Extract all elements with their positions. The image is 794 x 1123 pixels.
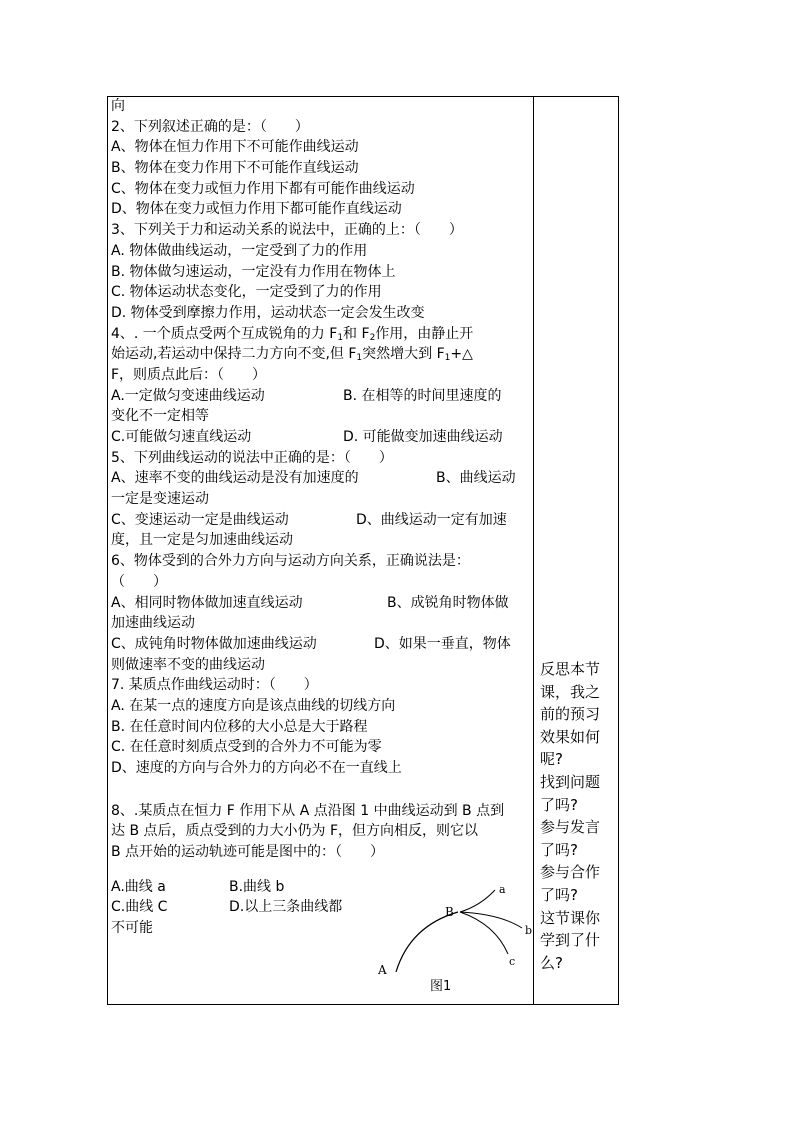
q6-option-d-cont: 则做速率不变的曲线运动 bbox=[111, 656, 265, 673]
figure-1-trajectory-diagram bbox=[370, 876, 535, 1001]
label-c: c bbox=[509, 955, 516, 968]
q2-option-c: C、物体在变力或恒力作用下都有可能作曲线运动 bbox=[111, 180, 415, 197]
curve-a-to-b bbox=[396, 912, 458, 972]
q2-option-b: B、物体在变力作用下不可能作直线运动 bbox=[111, 160, 359, 177]
q8-stem-line2: 达 B 点后，质点受到的力大小仍为 F，但方向相反，则它以 bbox=[111, 823, 479, 840]
q6-options-ab bbox=[111, 593, 529, 614]
q3-option-b: B. 物体做匀速运动，一定没有力作用在物体上 bbox=[111, 263, 396, 280]
q3-stem: 3、下列关于力和运动关系的说法中，正确的上：（ ） bbox=[111, 222, 463, 239]
curve-a bbox=[460, 890, 495, 912]
reflection-line: 学到了什 bbox=[540, 931, 601, 950]
q4-stem-line3: F，则质点此后：（ ） bbox=[111, 366, 267, 383]
q8-stem-line3: B 点开始的运动轨迹可能是图中的：（ ） bbox=[111, 844, 385, 861]
label-b: b bbox=[525, 924, 533, 937]
q5-options-cd bbox=[111, 510, 529, 531]
reflection-line: 么? bbox=[540, 953, 563, 972]
q2-option-a: A、物体在恒力作用下不可能作曲线运动 bbox=[111, 139, 359, 156]
q8-option-d: D.以上三条曲线都 bbox=[229, 899, 343, 916]
q7-stem: 7. 某质点作曲线运动时：（ ） bbox=[111, 677, 318, 694]
q6-options-cd bbox=[111, 634, 529, 655]
reflection-line: 这节课你 bbox=[540, 908, 601, 927]
reflection-line: 效果如何 bbox=[540, 727, 601, 746]
q6-option-c: C、成钝角时物体做加速曲线运动 bbox=[111, 635, 317, 652]
q6-option-a: A、相同时物体做加速直线运动 bbox=[111, 594, 303, 611]
reflection-line: 找到问题 bbox=[540, 772, 601, 791]
reflection-line: 了吗? bbox=[540, 840, 578, 859]
label-point-b: B bbox=[445, 905, 454, 919]
q7-option-c: C. 在任意时刻质点受到的合外力不可能为零 bbox=[111, 739, 382, 756]
reflection-line: 呢? bbox=[540, 750, 563, 769]
reflection-line: 课，我之 bbox=[540, 682, 601, 701]
q8-stem-line1: 8、.某质点在恒力 F 作用下从 A 点沿图 1 中曲线运动到 B 点到 bbox=[111, 802, 505, 819]
reflection-line: 参与合作 bbox=[540, 863, 601, 882]
q3-option-d: D. 物体受到摩擦力作用，运动状态一定会发生改变 bbox=[111, 304, 425, 321]
q4-options-cd bbox=[111, 427, 529, 448]
continued-text: 向 bbox=[111, 98, 125, 114]
reflection-column bbox=[540, 658, 614, 974]
q7-option-d: D、速度的方向与合外力的方向必不在一直线上 bbox=[111, 760, 402, 776]
q4-stem-line1: 4、. 一个质点受两个互成锐角的力 $F_1$和 $F_2$作用，由静止开 bbox=[111, 325, 474, 343]
figure-caption: 图1 bbox=[430, 979, 452, 994]
q8-option-b: B.曲线 b bbox=[229, 878, 285, 895]
q5-option-d: D、曲线运动一定有加速 bbox=[356, 511, 507, 528]
label-point-a: A bbox=[378, 963, 387, 977]
q4-option-c: C.可能做匀速直线运动 bbox=[111, 429, 252, 445]
label-a: a bbox=[499, 883, 506, 896]
q6-option-b: B、成锐角时物体做 bbox=[387, 594, 509, 611]
q2-option-d: D、物体在变力或恒力作用下都可能作直线运动 bbox=[111, 201, 402, 218]
q6-option-d: D、如果一垂直，物体 bbox=[374, 635, 511, 652]
reflection-line: 前的预习 bbox=[540, 705, 601, 724]
q3-option-a: A. 物体做曲线运动，一定受到了力的作用 bbox=[111, 242, 368, 259]
reflection-line: 了吗? bbox=[540, 885, 578, 904]
reflection-line: 反思本节 bbox=[540, 660, 601, 678]
q8-option-d-cont: 不可能 bbox=[111, 920, 153, 937]
q6-option-b-cont: 加速曲线运动 bbox=[111, 615, 195, 632]
q6-stem-cont: （ ） bbox=[111, 573, 167, 590]
q7-option-a: A. 在某一点的速度方向是该点曲线的切线方向 bbox=[111, 697, 396, 714]
q5-option-d-cont: 度，且一定是匀加速曲线运动 bbox=[111, 532, 293, 549]
reflection-line: 参与发言 bbox=[540, 818, 601, 837]
q5-options-ab bbox=[111, 468, 529, 489]
questions-column bbox=[111, 96, 529, 939]
q5-option-b-cont: 一定是变速运动 bbox=[111, 491, 209, 508]
q8-option-a: A.曲线 a bbox=[111, 878, 166, 895]
q7-option-b: B. 在任意时间内位移的大小总是大于路程 bbox=[111, 718, 368, 735]
curve-b bbox=[460, 912, 522, 928]
q4-stem-line2: 始运动,若运动中保持二力方向不变,但 $F_1$突然增大到 $F_1+\triangle$ bbox=[111, 346, 473, 364]
q5-option-a: A、速率不变的曲线运动是没有加速度的 bbox=[111, 470, 359, 487]
q4-option-d: D. 可能做变加速曲线运动 bbox=[343, 429, 503, 445]
q4-option-a: A.一定做匀变速曲线运动 bbox=[111, 387, 265, 404]
q4-options-ab bbox=[111, 386, 529, 407]
q5-option-c: C、变速运动一定是曲线运动 bbox=[111, 511, 289, 528]
column-divider bbox=[533, 96, 534, 1005]
q5-option-b: B、曲线运动 bbox=[436, 470, 516, 487]
q4-option-b-cont: 变化不一定相等 bbox=[111, 408, 209, 425]
q4-option-b: B. 在相等的时间里速度的 bbox=[343, 387, 502, 404]
q3-option-c: C. 物体运动状态变化，一定受到了力的作用 bbox=[111, 284, 382, 301]
q6-stem: 6、物体受到的合外力方向与运动方向关系，正确说法是： bbox=[111, 553, 470, 570]
q2-stem: 2、下列叙述正确的是：（ ） bbox=[111, 118, 309, 135]
reflection-line: 了吗? bbox=[540, 795, 578, 814]
q5-stem: 5、下列曲线运动的说法中正确的是：（ ） bbox=[111, 449, 393, 466]
q8-option-c: C.曲线 C bbox=[111, 899, 168, 916]
